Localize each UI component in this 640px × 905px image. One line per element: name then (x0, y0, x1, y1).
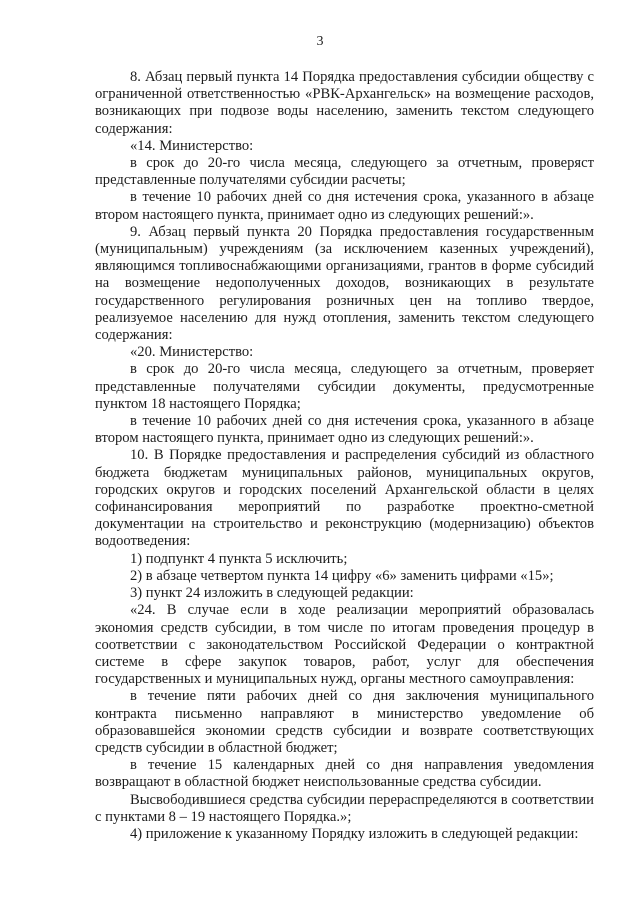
subitem-2: 2) в абзаце четвертом пункта 14 цифру «6» заменить цифрами «15»; (130, 567, 554, 584)
paragraph: в течение 10 рабочих дней со дня истечения срока, указанного в абзаце втором настоящего пункта, принимает одно из следующих решений:». (95, 189, 594, 223)
paragraph: в срок до 20-го числа месяца, следующего за отчетным, проверяет представленные получателями субсидии документы, предусмотренные пунктом 18 настоящего Порядка; (95, 361, 594, 412)
paragraph: в течение 10 рабочих дней со дня истечения срока, указанного в абзаце втором настоящего пункта, принимает одно из следующих решений:». (95, 413, 594, 447)
paragraph: в течение пяти рабочих дней со дня заключения муниципального контракта письменно направляют в министерство уведомление об образовавшейся экономии средств субсидии и возврате соответствующих средств субсидии в областной бюджет; (95, 688, 594, 756)
paragraph-item-24: «24. В случае если в ходе реализации мероприятий образовалась экономия средств субсидии, в том числе по итогам проведения процедур в соответствии с законодательством Российской Федерации о контрактной системе в сфере закупок товаров, работ, услуг для обеспечения государственных и муниципальных нужд, органы местного самоуправления: (95, 602, 594, 688)
subitem-4: 4) приложение к указанному Порядку изложить в следующей редакции: (130, 825, 579, 842)
page-number: 3 (316, 34, 324, 49)
paragraph-item-10: 10. В Порядке предоставления и распределения субсидий из областного бюджета бюджетам муниципальных районов, муниципальных округов, городских округов и городских поселений Архангельской области в целях софинансирования мероприятий по разработке проектно-сметной документации на строительство и реконструкцию (модернизацию) объектов водоотведения: (95, 447, 594, 550)
paragraph-item-20-heading: «20. Министерство: (130, 344, 254, 361)
paragraph: Высвободившиеся средства субсидии перераспределяются в соответствии с пунктами 8 – 19 настоящего Порядка.»; (95, 791, 594, 825)
subitem-1: 1) подпункт 4 пункта 5 исключить; (130, 550, 348, 567)
paragraph-item-8: 8. Абзац первый пункта 14 Порядка предоставления субсидии обществу с ограниченной ответственностью «РВК-Архангельск» на возмещение расходов, возникающих при подвозе воды населению, заменить текстом следующего содержания: (95, 69, 594, 137)
paragraph-item-9: 9. Абзац первый пункта 20 Порядка предоставления государственным (муниципальным) учреждениям (за исключением казенных учреждений), являющимся топливоснабжающими организациями, грантов в форме субсидий на возмещение недополученных доходов, возникающих в результате государственного регулирования розничных цен на топливо твердое, реализуемое населению для нужд отопления, заменить текстом следующего содержания: (95, 223, 594, 344)
subitem-3: 3) пункт 24 изложить в следующей редакции: (130, 585, 414, 602)
paragraph-item-14-heading: «14. Министерство: (130, 137, 254, 154)
paragraph: в течение 15 календарных дней со дня направления уведомления возвращают в областной бюджет неиспользованные средства субсидии. (95, 757, 594, 791)
document-body (95, 69, 594, 843)
paragraph: в срок до 20-го числа месяца, следующего за отчетным, проверяст представленные получателями субсидии расчеты; (95, 155, 594, 189)
